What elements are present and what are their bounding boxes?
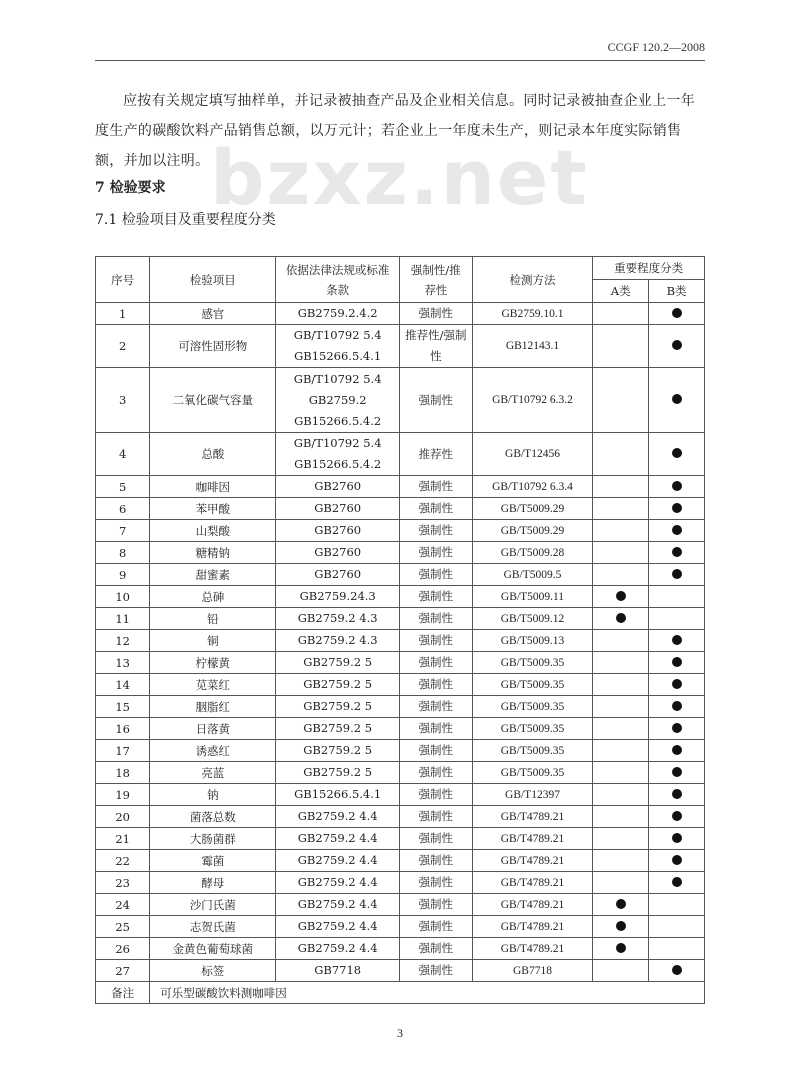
row-method: GB/T5009.28 (472, 542, 593, 564)
row-item: 总酸 (150, 433, 276, 476)
table-row (96, 476, 705, 498)
row-no: 27 (96, 960, 150, 982)
table-row (96, 696, 705, 718)
importance-dot-icon (616, 613, 626, 623)
row-type: 推荐性/强制性 (399, 325, 472, 368)
row-no: 11 (96, 608, 150, 630)
row-item: 酵母 (150, 872, 276, 894)
table-row (96, 718, 705, 740)
row-method: GB/T4789.21 (472, 806, 593, 828)
row-no: 16 (96, 718, 150, 740)
row-importance-a (593, 894, 649, 916)
importance-dot-icon (672, 877, 682, 887)
row-type: 强制性 (399, 872, 472, 894)
row-basis: GB2759.2 4.4 (276, 916, 400, 938)
row-no: 13 (96, 652, 150, 674)
row-importance-a (593, 520, 649, 542)
row-importance-a (593, 916, 649, 938)
importance-dot-icon (672, 833, 682, 843)
row-basis: GB7718 (276, 960, 400, 982)
row-no: 5 (96, 476, 150, 498)
row-importance-b (649, 433, 705, 476)
row-importance-a (593, 586, 649, 608)
row-importance-b (649, 498, 705, 520)
importance-dot-icon (672, 569, 682, 579)
row-basis: GB/T10792 5.4 GB15266.5.4.2 (276, 433, 400, 476)
row-basis: GB2759.2 4.4 (276, 894, 400, 916)
table-row (96, 586, 705, 608)
row-method: GB12143.1 (472, 325, 593, 368)
row-item: 柠檬黄 (150, 652, 276, 674)
row-basis: GB2759.2 5 (276, 762, 400, 784)
row-basis: GB2759.2 5 (276, 652, 400, 674)
row-basis: GB2760 (276, 520, 400, 542)
row-type: 强制性 (399, 652, 472, 674)
row-item: 菌落总数 (150, 806, 276, 828)
row-no: 17 (96, 740, 150, 762)
row-importance-a (593, 630, 649, 652)
table-body (96, 303, 705, 1004)
importance-dot-icon (672, 525, 682, 535)
row-type: 强制性 (399, 762, 472, 784)
importance-dot-icon (616, 591, 626, 601)
header-rule (95, 60, 705, 61)
row-basis: GB2759.2 5 (276, 696, 400, 718)
row-importance-b (649, 762, 705, 784)
row-type: 强制性 (399, 368, 472, 433)
table-row (96, 850, 705, 872)
row-importance-a (593, 368, 649, 433)
row-importance-a (593, 608, 649, 630)
row-method: GB/T4789.21 (472, 938, 593, 960)
row-type: 推荐性 (399, 433, 472, 476)
table-row (96, 433, 705, 476)
row-item: 苋菜红 (150, 674, 276, 696)
intro-paragraph: 应按有关规定填写抽样单，并记录被抽查产品及企业相关信息。同时记录被抽查企业上一年度生产的碳酸饮料产品销售总额，以万元计；若企业上一年度未生产，则记录本年度实际销售额，并加以注明。 (95, 93, 695, 169)
row-method: GB/T5009.35 (472, 652, 593, 674)
importance-dot-icon (672, 723, 682, 733)
row-no: 1 (96, 303, 150, 325)
importance-dot-icon (672, 811, 682, 821)
row-importance-b (649, 960, 705, 982)
row-method: GB/T5009.29 (472, 520, 593, 542)
row-no: 2 (96, 325, 150, 368)
row-importance-a (593, 696, 649, 718)
row-importance-b (649, 718, 705, 740)
row-no: 9 (96, 564, 150, 586)
importance-dot-icon (672, 394, 682, 404)
row-type: 强制性 (399, 894, 472, 916)
importance-dot-icon (672, 965, 682, 975)
header-b: B类 (649, 280, 705, 303)
row-importance-b (649, 916, 705, 938)
table-row (96, 674, 705, 696)
row-no: 25 (96, 916, 150, 938)
row-type: 强制性 (399, 498, 472, 520)
header-basis: 依据法律法规或标准条款 (276, 257, 400, 303)
row-importance-b (649, 850, 705, 872)
header-importance: 重要程度分类 (593, 257, 705, 280)
row-importance-b (649, 828, 705, 850)
table-row (96, 542, 705, 564)
row-no: 26 (96, 938, 150, 960)
standard-code: CCGF 120.2—2008 (607, 40, 705, 54)
row-importance-b (649, 740, 705, 762)
row-importance-b (649, 872, 705, 894)
row-basis: GB2760 (276, 564, 400, 586)
row-item: 诱惑红 (150, 740, 276, 762)
importance-dot-icon (672, 547, 682, 557)
row-importance-a (593, 542, 649, 564)
row-type: 强制性 (399, 586, 472, 608)
importance-dot-icon (672, 679, 682, 689)
row-no: 19 (96, 784, 150, 806)
row-no: 6 (96, 498, 150, 520)
row-method: GB/T4789.21 (472, 872, 593, 894)
row-item: 胭脂红 (150, 696, 276, 718)
row-method: GB/T5009.35 (472, 740, 593, 762)
row-importance-a (593, 303, 649, 325)
inspection-table (95, 256, 705, 1004)
row-type: 强制性 (399, 542, 472, 564)
row-importance-a (593, 718, 649, 740)
row-method: GB/T4789.21 (472, 828, 593, 850)
row-basis: GB2759.2.4.2 (276, 303, 400, 325)
row-importance-a (593, 872, 649, 894)
row-basis: GB2759.2 4.4 (276, 850, 400, 872)
row-importance-a (593, 476, 649, 498)
row-type: 强制性 (399, 828, 472, 850)
row-importance-a (593, 762, 649, 784)
row-importance-a (593, 784, 649, 806)
row-importance-b (649, 652, 705, 674)
row-no: 23 (96, 872, 150, 894)
importance-dot-icon (616, 899, 626, 909)
row-type: 强制性 (399, 303, 472, 325)
row-type: 强制性 (399, 476, 472, 498)
table-row (96, 894, 705, 916)
row-type: 强制性 (399, 916, 472, 938)
row-item: 日落黄 (150, 718, 276, 740)
row-no: 14 (96, 674, 150, 696)
row-type: 强制性 (399, 784, 472, 806)
importance-dot-icon (672, 745, 682, 755)
row-basis: GB2759.2 5 (276, 674, 400, 696)
table-row (96, 916, 705, 938)
row-type: 强制性 (399, 718, 472, 740)
row-importance-a (593, 938, 649, 960)
row-basis: GB2759.2 4.4 (276, 806, 400, 828)
row-item: 铜 (150, 630, 276, 652)
row-importance-a (593, 498, 649, 520)
row-item: 金黄色葡萄球菌 (150, 938, 276, 960)
row-item: 沙门氏菌 (150, 894, 276, 916)
row-basis: GB/T10792 5.4 GB2759.2 GB15266.5.4.2 (276, 368, 400, 433)
row-method: GB/T5009.35 (472, 674, 593, 696)
row-no: 15 (96, 696, 150, 718)
header-type: 强制性/推荐性 (399, 257, 472, 303)
row-method: GB/T5009.12 (472, 608, 593, 630)
row-type: 强制性 (399, 960, 472, 982)
row-importance-a (593, 806, 649, 828)
row-importance-b (649, 303, 705, 325)
remark-row (96, 982, 705, 1004)
row-importance-b (649, 586, 705, 608)
row-method: GB/T5009.35 (472, 696, 593, 718)
row-no: 4 (96, 433, 150, 476)
row-item: 大肠菌群 (150, 828, 276, 850)
row-type: 强制性 (399, 740, 472, 762)
row-method: GB7718 (472, 960, 593, 982)
importance-dot-icon (672, 789, 682, 799)
row-item: 钠 (150, 784, 276, 806)
row-type: 强制性 (399, 630, 472, 652)
row-type: 强制性 (399, 608, 472, 630)
row-basis: GB2759.2 4.4 (276, 828, 400, 850)
row-item: 可溶性固形物 (150, 325, 276, 368)
row-item: 霉菌 (150, 850, 276, 872)
row-type: 强制性 (399, 806, 472, 828)
row-importance-b (649, 520, 705, 542)
row-method: GB/T5009.29 (472, 498, 593, 520)
table-row (96, 740, 705, 762)
table-row (96, 960, 705, 982)
header-method: 检测方法 (472, 257, 593, 303)
importance-dot-icon (672, 340, 682, 350)
row-no: 7 (96, 520, 150, 542)
row-importance-b (649, 938, 705, 960)
table-row (96, 762, 705, 784)
row-basis: GB/T10792 5.4 GB15266.5.4.1 (276, 325, 400, 368)
table-row (96, 872, 705, 894)
row-importance-a (593, 433, 649, 476)
row-importance-b (649, 784, 705, 806)
table-row (96, 520, 705, 542)
row-method: GB/T10792 6.3.2 (472, 368, 593, 433)
row-type: 强制性 (399, 938, 472, 960)
row-item: 铅 (150, 608, 276, 630)
row-method: GB/T4789.21 (472, 894, 593, 916)
row-basis: GB2759.2 4.3 (276, 630, 400, 652)
row-importance-a (593, 652, 649, 674)
row-importance-a (593, 828, 649, 850)
row-item: 甜蜜素 (150, 564, 276, 586)
importance-dot-icon (672, 657, 682, 667)
row-no: 12 (96, 630, 150, 652)
table-row (96, 498, 705, 520)
row-method: GB/T10792 6.3.4 (472, 476, 593, 498)
table-row (96, 652, 705, 674)
row-type: 强制性 (399, 696, 472, 718)
row-item: 标签 (150, 960, 276, 982)
row-item: 二氧化碳气容量 (150, 368, 276, 433)
importance-dot-icon (672, 635, 682, 645)
row-item: 山梨酸 (150, 520, 276, 542)
importance-dot-icon (672, 448, 682, 458)
header-item: 检验项目 (150, 257, 276, 303)
row-method: GB/T12397 (472, 784, 593, 806)
row-basis: GB2759.2 4.3 (276, 608, 400, 630)
row-item: 感官 (150, 303, 276, 325)
row-basis: GB2760 (276, 498, 400, 520)
table-row (96, 828, 705, 850)
row-no: 8 (96, 542, 150, 564)
row-item: 苯甲酸 (150, 498, 276, 520)
row-importance-b (649, 806, 705, 828)
row-importance-b (649, 476, 705, 498)
row-no: 18 (96, 762, 150, 784)
table-row (96, 630, 705, 652)
row-type: 强制性 (399, 564, 472, 586)
remark-text: 可乐型碳酸饮料测咖啡因 (150, 982, 705, 1004)
importance-dot-icon (672, 701, 682, 711)
row-method: GB/T5009.35 (472, 762, 593, 784)
importance-dot-icon (672, 855, 682, 865)
section-7-1-heading: 7.1 检验项目及重要程度分类 (95, 212, 276, 228)
importance-dot-icon (672, 481, 682, 491)
row-method: GB/T5009.5 (472, 564, 593, 586)
row-importance-b (649, 608, 705, 630)
row-method: GB/T5009.13 (472, 630, 593, 652)
page-number: 3 (397, 1026, 403, 1040)
table-row (96, 368, 705, 433)
row-basis: GB15266.5.4.1 (276, 784, 400, 806)
row-method: GB/T12456 (472, 433, 593, 476)
row-importance-a (593, 850, 649, 872)
table-row (96, 325, 705, 368)
row-importance-a (593, 960, 649, 982)
row-no: 22 (96, 850, 150, 872)
row-importance-a (593, 674, 649, 696)
row-no: 20 (96, 806, 150, 828)
row-no: 10 (96, 586, 150, 608)
table-row (96, 784, 705, 806)
importance-dot-icon (672, 767, 682, 777)
importance-dot-icon (672, 503, 682, 513)
row-importance-b (649, 674, 705, 696)
row-basis: GB2759.2 4.4 (276, 938, 400, 960)
row-basis: GB2760 (276, 542, 400, 564)
row-importance-a (593, 325, 649, 368)
importance-dot-icon (616, 943, 626, 953)
row-basis: GB2759.2 5 (276, 718, 400, 740)
row-item: 志贺氏菌 (150, 916, 276, 938)
row-method: GB/T4789.21 (472, 916, 593, 938)
table-row (96, 938, 705, 960)
table-row (96, 806, 705, 828)
row-type: 强制性 (399, 850, 472, 872)
header-a: A类 (593, 280, 649, 303)
row-basis: GB2759.2 4.4 (276, 872, 400, 894)
row-basis: GB2760 (276, 476, 400, 498)
table-row (96, 608, 705, 630)
row-importance-b (649, 696, 705, 718)
row-importance-a (593, 564, 649, 586)
row-no: 24 (96, 894, 150, 916)
row-importance-b (649, 630, 705, 652)
row-method: GB/T4789.21 (472, 850, 593, 872)
importance-dot-icon (616, 921, 626, 931)
row-importance-b (649, 325, 705, 368)
watermark: bzxz.net (210, 133, 589, 222)
row-importance-b (649, 564, 705, 586)
row-method: GB/T5009.11 (472, 586, 593, 608)
row-basis: GB2759.24.3 (276, 586, 400, 608)
row-importance-b (649, 368, 705, 433)
row-item: 咖啡因 (150, 476, 276, 498)
row-item: 糖精钠 (150, 542, 276, 564)
row-importance-b (649, 542, 705, 564)
row-method: GB2759.10.1 (472, 303, 593, 325)
row-type: 强制性 (399, 520, 472, 542)
importance-dot-icon (672, 308, 682, 318)
row-importance-a (593, 740, 649, 762)
section-7-heading: 7 检验要求 (95, 180, 166, 196)
table-row (96, 303, 705, 325)
row-item: 亮蓝 (150, 762, 276, 784)
row-type: 强制性 (399, 674, 472, 696)
table-row (96, 564, 705, 586)
row-no: 3 (96, 368, 150, 433)
row-no: 21 (96, 828, 150, 850)
remark-label: 备注 (96, 982, 150, 1004)
header-no: 序号 (96, 257, 150, 303)
row-item: 总砷 (150, 586, 276, 608)
row-method: GB/T5009.35 (472, 718, 593, 740)
row-importance-b (649, 894, 705, 916)
row-basis: GB2759.2 5 (276, 740, 400, 762)
